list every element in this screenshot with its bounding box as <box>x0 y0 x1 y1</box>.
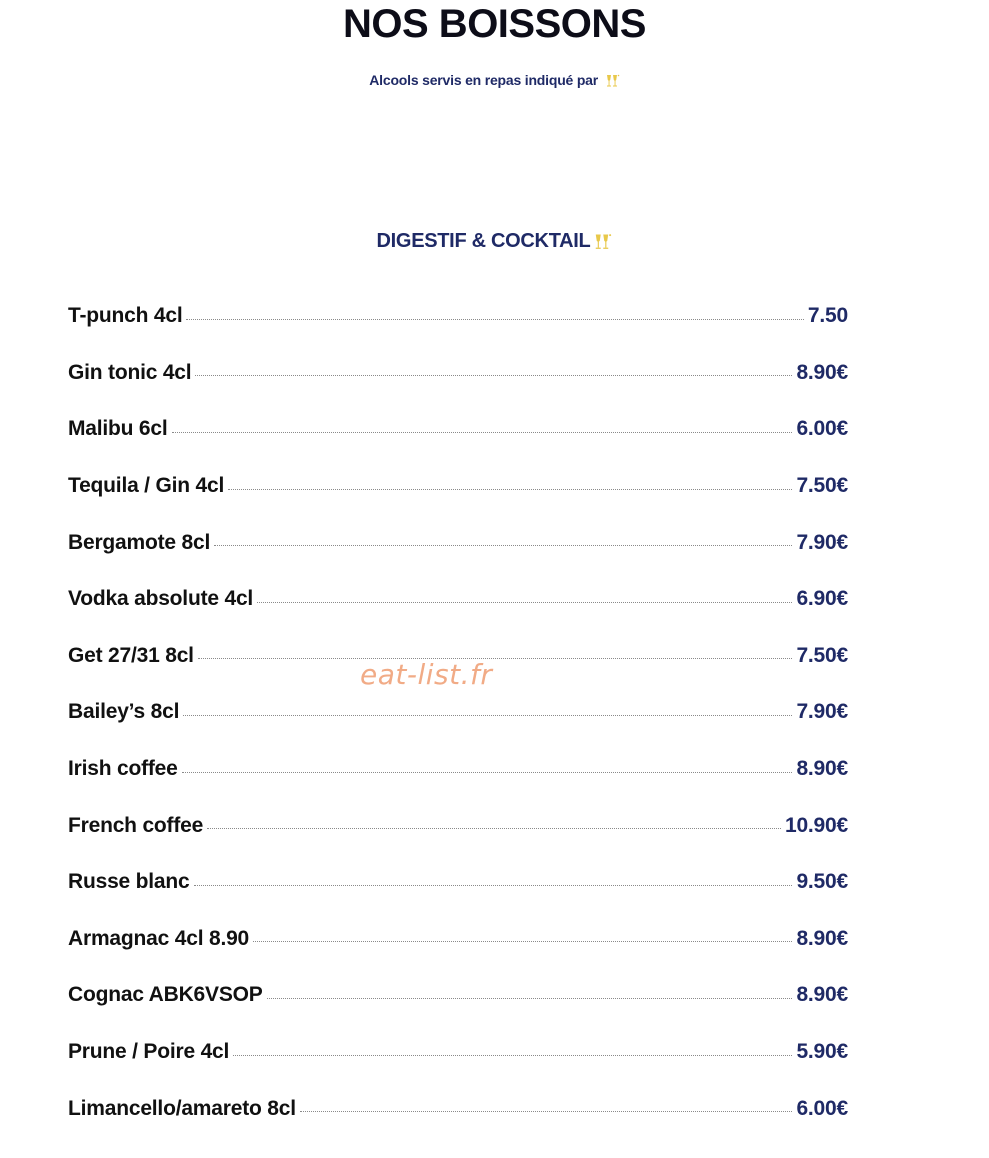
item-name: Get 27/31 8cl <box>68 643 194 667</box>
item-price: 10.90€ <box>784 813 848 837</box>
item-name: T-punch 4cl <box>68 304 183 328</box>
item-price: 6.00€ <box>796 1096 848 1120</box>
dotted-leader <box>228 489 792 490</box>
item-name: Armagnac 4cl 8.90 <box>68 926 250 950</box>
dotted-leader <box>194 885 793 886</box>
item-price: 9.50€ <box>796 870 848 894</box>
item-name: Gin tonic 4cl <box>68 360 192 384</box>
menu-item <box>68 458 848 515</box>
item-price: 8.90€ <box>796 757 848 781</box>
item-price: 7.50€ <box>796 474 848 498</box>
item-name: French coffee <box>68 813 204 837</box>
menu-item <box>68 571 848 628</box>
item-name: Limancello/amareto 8cl <box>68 1096 296 1120</box>
item-name: Prune / Poire 4cl <box>68 1040 230 1064</box>
subtitle-text: Alcools servis en repas indiqué par <box>369 72 599 88</box>
menu-item <box>68 797 848 854</box>
menu-item <box>68 514 848 571</box>
watermark: eat-list.fr <box>360 658 493 691</box>
champagne-glasses-icon <box>604 74 620 88</box>
menu-item <box>68 911 848 968</box>
dotted-leader <box>257 602 792 603</box>
item-price: 8.90€ <box>796 983 848 1007</box>
item-name: Russe blanc <box>68 870 190 894</box>
item-price: 7.50 <box>807 304 848 328</box>
section-heading-text: DIGESTIF & COCKTAIL <box>376 230 591 252</box>
dotted-leader <box>300 1111 793 1112</box>
dotted-leader <box>183 715 792 716</box>
item-name: Malibu 6cl <box>68 417 168 441</box>
dotted-leader <box>198 658 793 659</box>
dotted-leader <box>253 941 792 942</box>
dotted-leader <box>267 998 793 999</box>
menu-item <box>68 345 848 402</box>
menu-item <box>68 741 848 798</box>
dotted-leader <box>214 545 792 546</box>
item-name: Bergamote 8cl <box>68 530 211 554</box>
item-name: Tequila / Gin 4cl <box>68 474 225 498</box>
dotted-leader <box>207 828 781 829</box>
menu-item <box>68 288 848 345</box>
dotted-leader <box>182 772 793 773</box>
menu-item <box>68 1080 848 1137</box>
menu-item <box>68 401 848 458</box>
menu-item <box>68 1024 848 1081</box>
dotted-leader <box>172 432 793 433</box>
item-price: 8.90€ <box>796 926 848 950</box>
menu-item <box>68 967 848 1024</box>
item-name: Irish coffee <box>68 757 178 781</box>
item-price: 5.90€ <box>796 1040 848 1064</box>
item-name: Bailey’s 8cl <box>68 700 180 724</box>
section-heading <box>0 230 989 253</box>
subtitle <box>0 72 989 88</box>
dotted-leader <box>195 375 792 376</box>
dotted-leader <box>233 1055 792 1056</box>
item-price: 6.00€ <box>796 417 848 441</box>
dotted-leader <box>186 319 803 320</box>
item-price: 6.90€ <box>796 587 848 611</box>
menu-item <box>68 684 848 741</box>
page-title: NOS BOISSONS <box>343 2 646 46</box>
champagne-glasses-icon <box>592 233 612 251</box>
item-price: 7.90€ <box>796 530 848 554</box>
item-price: 7.50€ <box>796 643 848 667</box>
item-price: 8.90€ <box>796 360 848 384</box>
menu-list <box>68 288 848 1137</box>
menu-item <box>68 854 848 911</box>
item-name: Cognac ABK6VSOP <box>68 983 263 1007</box>
item-price: 7.90€ <box>796 700 848 724</box>
item-name: Vodka absolute 4cl <box>68 587 254 611</box>
